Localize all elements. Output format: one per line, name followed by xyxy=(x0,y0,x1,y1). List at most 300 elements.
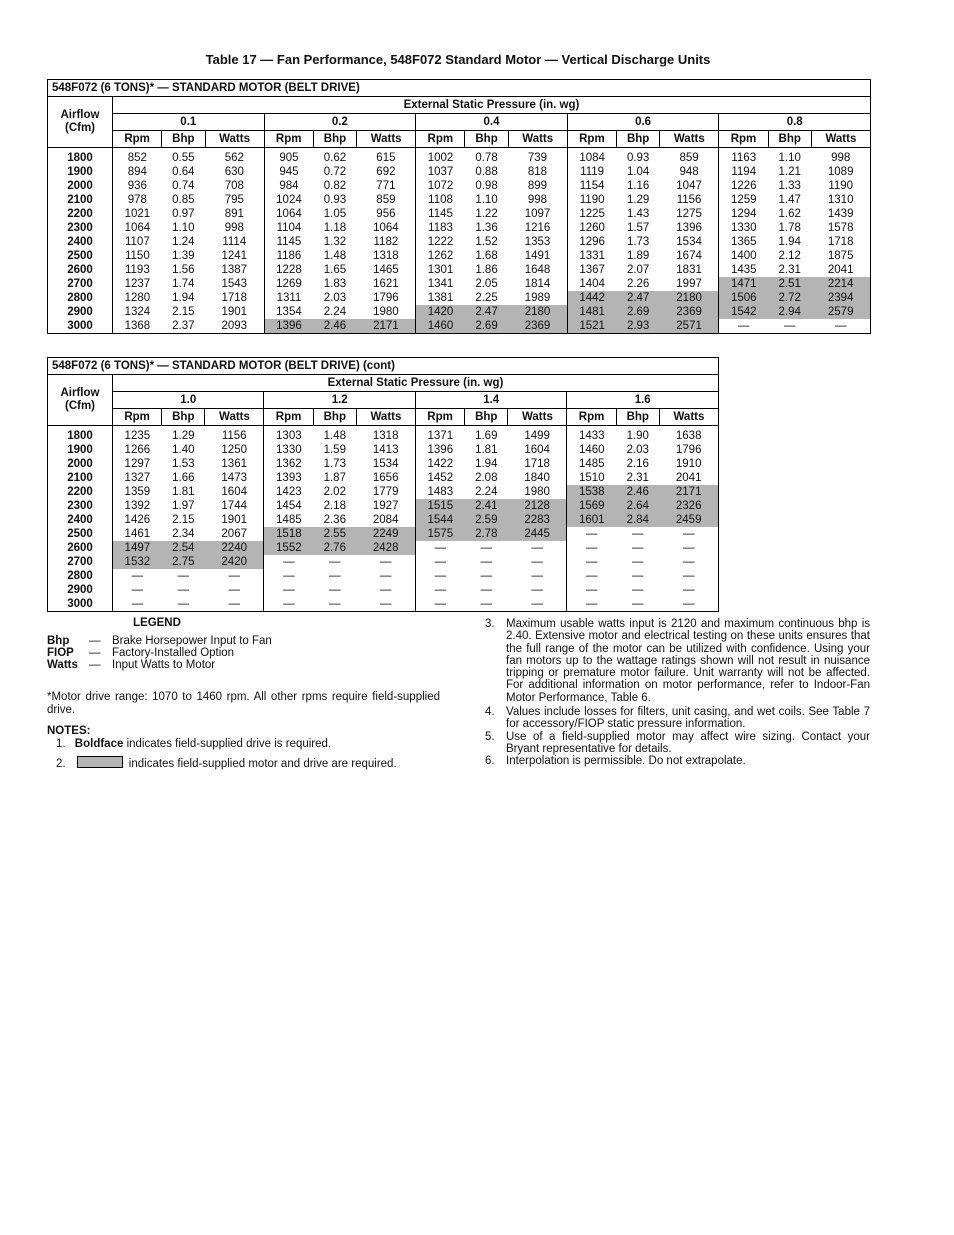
data-cell: 2.69 xyxy=(465,319,508,334)
data-cell: 2.36 xyxy=(323,513,346,526)
data-cell: 1473 xyxy=(221,471,247,484)
data-cell: 1311 xyxy=(264,291,313,305)
data-cell: 1064 xyxy=(373,221,399,234)
data-cell: — xyxy=(113,597,162,612)
airflow-header xyxy=(48,97,113,148)
data-cell: 1521 xyxy=(567,319,616,334)
pressure-header: 1.0 xyxy=(113,392,264,409)
data-cell: — xyxy=(264,569,313,583)
data-cell: 1.87 xyxy=(323,471,346,484)
table-row xyxy=(48,555,719,569)
note-number: 5. xyxy=(485,731,495,743)
legend-key: FIOP xyxy=(47,647,74,659)
legend-text: Factory-Installed Option xyxy=(112,647,235,659)
pressure-header: 1.6 xyxy=(567,392,719,409)
data-cell: — xyxy=(531,569,543,582)
data-cell: 1552 xyxy=(264,541,313,555)
airflow-cell: 2000 xyxy=(48,179,113,193)
data-cell: 2.02 xyxy=(323,485,346,498)
data-cell: 1544 xyxy=(415,513,464,527)
data-cell: 1779 xyxy=(372,485,399,498)
data-cell: 2.93 xyxy=(617,319,660,334)
data-cell: 2.03 xyxy=(626,443,649,456)
data-cell: 852 xyxy=(113,148,162,166)
data-cell: 2067 xyxy=(221,527,247,540)
data-cell: 2.05 xyxy=(475,277,498,290)
data-cell: 1392 xyxy=(113,499,162,513)
data-cell: — xyxy=(531,597,543,610)
data-cell: — xyxy=(531,541,543,554)
note-number: 4. xyxy=(485,706,495,718)
data-cell: 2.51 xyxy=(768,277,811,291)
column-header: Watts xyxy=(205,409,264,426)
airflow-cell: 2400 xyxy=(48,235,113,249)
airflow-cell: 3000 xyxy=(48,319,113,334)
table-row xyxy=(48,583,719,597)
caption-row xyxy=(48,80,871,97)
data-cell: 1491 xyxy=(524,249,551,262)
airflow-unit: (Cfm) xyxy=(64,400,96,412)
data-cell: 1104 xyxy=(264,221,313,235)
data-cell: — xyxy=(177,597,190,610)
data-cell: 2283 xyxy=(508,513,567,527)
data-cell: 2.31 xyxy=(778,263,801,276)
data-cell: 1280 xyxy=(113,291,162,305)
pressure-row xyxy=(48,114,871,131)
data-cell: 978 xyxy=(113,193,162,207)
data-cell: 1.48 xyxy=(323,249,347,262)
data-cell: 2.72 xyxy=(768,291,811,305)
data-cell: 998 xyxy=(527,193,548,206)
data-cell: 1097 xyxy=(524,207,551,220)
data-cell: 1.68 xyxy=(475,249,498,262)
data-cell: 1796 xyxy=(373,291,399,304)
airflow-cell: 2000 xyxy=(48,457,113,471)
column-header: Watts xyxy=(205,131,264,148)
data-cell: — xyxy=(264,583,313,597)
data-cell: 1442 xyxy=(567,291,616,305)
table-row xyxy=(48,277,871,291)
data-cell: 1578 xyxy=(827,221,854,234)
data-cell: 1190 xyxy=(828,179,854,192)
data-cell: 1262 xyxy=(416,249,465,263)
data-cell: 1542 xyxy=(719,305,768,319)
data-cell: 1064 xyxy=(264,207,313,221)
data-cell: 795 xyxy=(224,193,244,206)
data-cell: 630 xyxy=(224,165,244,178)
data-cell: 1216 xyxy=(524,221,551,234)
data-cell: 1465 xyxy=(373,263,399,276)
data-cell: 1354 xyxy=(264,305,313,319)
data-cell: 1454 xyxy=(264,499,313,513)
data-cell: 1.94 xyxy=(475,457,498,470)
data-cell: 1796 xyxy=(675,443,702,456)
column-header: Watts xyxy=(811,131,870,148)
data-cell: 1569 xyxy=(567,499,616,513)
data-cell: 1362 xyxy=(264,457,313,471)
data-cell: 1.78 xyxy=(778,221,801,234)
data-cell: 2041 xyxy=(827,263,854,276)
data-cell: 2.03 xyxy=(323,291,347,304)
data-cell: 1413 xyxy=(372,443,399,456)
pressure-header: 1.2 xyxy=(264,392,415,409)
data-cell: — xyxy=(682,541,695,554)
data-cell: 2.12 xyxy=(778,249,801,262)
data-cell: — xyxy=(113,583,162,597)
data-cell: 1047 xyxy=(676,179,702,192)
data-cell: 1024 xyxy=(264,193,313,207)
data-cell: 1393 xyxy=(264,471,313,485)
data-cell: 2.46 xyxy=(313,319,356,334)
data-cell: 1648 xyxy=(524,263,551,276)
data-cell: 2.41 xyxy=(465,499,508,513)
data-cell: — xyxy=(632,569,644,582)
airflow-cell: 2600 xyxy=(48,541,113,555)
airflow-cell: 2200 xyxy=(48,207,113,221)
column-header: Watts xyxy=(660,131,719,148)
data-cell: 1.73 xyxy=(323,457,346,470)
data-cell: 2.75 xyxy=(162,555,205,569)
column-header: Rpm xyxy=(567,409,616,426)
data-cell: 2.59 xyxy=(465,513,508,527)
column-header: Rpm xyxy=(567,131,616,148)
airflow-cell: 2300 xyxy=(48,221,113,235)
data-cell: 1.83 xyxy=(323,277,347,290)
airflow-cell: 2400 xyxy=(48,513,113,527)
data-cell: 2369 xyxy=(660,305,719,319)
pressure-header: 0.4 xyxy=(416,114,568,131)
data-cell: 1.10 xyxy=(172,221,195,234)
pressure-header: 0.8 xyxy=(719,114,871,131)
data-cell: 1.33 xyxy=(778,179,801,192)
data-cell: 1226 xyxy=(719,179,768,193)
data-cell: — xyxy=(379,569,392,582)
airflow-cell: 2500 xyxy=(48,527,113,541)
data-cell: — xyxy=(783,319,796,332)
column-header: Watts xyxy=(659,409,718,426)
data-cell: 1423 xyxy=(264,485,313,499)
data-cell: 899 xyxy=(527,179,548,192)
data-cell: 1718 xyxy=(524,457,550,470)
data-cell: 1901 xyxy=(221,305,248,318)
airflow-cell: 2700 xyxy=(48,555,113,569)
data-cell: 0.82 xyxy=(323,179,347,192)
table-row xyxy=(48,527,719,541)
data-cell: 1604 xyxy=(524,443,550,456)
data-cell: 739 xyxy=(527,151,548,164)
data-cell: — xyxy=(632,597,644,610)
data-cell: 2180 xyxy=(508,305,567,319)
column-header: Rpm xyxy=(719,131,768,148)
data-cell: 1621 xyxy=(373,277,399,290)
data-cell: 2180 xyxy=(660,291,719,305)
data-cell: 984 xyxy=(264,179,313,193)
data-cell: 1228 xyxy=(264,263,313,277)
data-cell: — xyxy=(567,583,616,597)
data-cell: 1396 xyxy=(676,221,702,234)
data-cell: 1259 xyxy=(719,193,768,207)
data-cell: — xyxy=(329,555,341,568)
airflow-header xyxy=(48,375,113,426)
data-cell: 1396 xyxy=(415,443,464,457)
data-cell: 1.74 xyxy=(172,277,195,290)
data-cell: 1182 xyxy=(373,235,399,248)
data-cell: 1.81 xyxy=(172,485,195,498)
data-cell: 1518 xyxy=(264,527,313,541)
table-row xyxy=(48,291,871,305)
data-cell: 1381 xyxy=(416,291,465,305)
data-cell: 1266 xyxy=(113,443,162,457)
table-row xyxy=(48,305,871,319)
data-cell: 2041 xyxy=(675,471,702,484)
data-cell: 1387 xyxy=(221,263,248,276)
data-cell: — xyxy=(567,555,616,569)
data-cell: 1.47 xyxy=(778,193,801,206)
data-cell: 1341 xyxy=(416,277,465,291)
data-cell: — xyxy=(480,583,493,596)
data-cell: 1.05 xyxy=(323,207,347,220)
data-cell: 945 xyxy=(264,165,313,179)
data-cell: 1499 xyxy=(524,429,550,442)
data-cell: 1241 xyxy=(221,249,248,262)
data-cell: 1840 xyxy=(524,471,550,484)
data-cell: 1107 xyxy=(113,235,162,249)
data-cell: 1361 xyxy=(221,457,247,470)
data-cell: 1301 xyxy=(416,263,465,277)
data-cell: 2579 xyxy=(811,305,870,319)
data-cell: 1330 xyxy=(719,221,768,235)
data-cell: 2.16 xyxy=(626,457,649,470)
data-cell: 1.22 xyxy=(475,207,498,220)
data-cell: 1.57 xyxy=(626,221,650,234)
data-cell: 2.25 xyxy=(475,291,498,304)
data-cell: 1275 xyxy=(676,207,702,220)
table-caption: 548F072 (6 TONS)* — STANDARD MOTOR (BELT DRIVE) xyxy=(48,80,871,97)
legend-text: Brake Horsepower Input to Fan xyxy=(112,635,272,647)
data-cell: 1831 xyxy=(676,263,702,276)
data-cell: — xyxy=(177,583,190,596)
data-cell: — xyxy=(415,555,464,569)
column-header: Bhp xyxy=(616,409,659,426)
note-text: Interpolation is permissible. Do not extrapolate. xyxy=(506,755,746,767)
table-row xyxy=(48,319,871,334)
data-cell: 2084 xyxy=(372,513,399,526)
legend-dash: — xyxy=(89,659,101,671)
column-header: Bhp xyxy=(162,131,205,148)
data-cell: 1483 xyxy=(415,485,464,499)
data-cell: — xyxy=(480,541,493,554)
data-cell: 1534 xyxy=(372,457,399,470)
data-cell: 1359 xyxy=(113,485,162,499)
data-cell: 1.48 xyxy=(323,429,346,442)
data-cell: 1.29 xyxy=(626,193,650,206)
data-cell: 1119 xyxy=(567,165,616,179)
data-cell: 1.21 xyxy=(778,165,801,178)
column-header: Bhp xyxy=(768,131,811,148)
data-cell: 2369 xyxy=(508,319,567,334)
data-cell: 1330 xyxy=(264,443,313,457)
data-cell: 0.72 xyxy=(323,165,347,178)
data-cell: 1.66 xyxy=(172,471,195,484)
data-cell: 1222 xyxy=(416,235,465,249)
note-text: indicates field-supplied motor and drive are required. xyxy=(128,758,397,770)
data-cell: 1718 xyxy=(221,291,248,304)
note-text: indicates field-supplied drive is required. xyxy=(123,738,332,750)
data-cell: 1064 xyxy=(113,221,162,235)
column-header: Rpm xyxy=(113,131,162,148)
data-cell: 1089 xyxy=(827,165,854,178)
airflow-cell: 2600 xyxy=(48,263,113,277)
data-cell: 0.62 xyxy=(323,151,347,164)
data-cell: 1.81 xyxy=(475,443,498,456)
note-text: Maximum usable watts input is 2120 and maximum continuous bhp is 2.40. Extensive motor and electrical testing on these units ensures that the full range of the motor can be utilized with confidence. Using your fan motors up to the wattage ratings shown will not result in nuisance tripping or premature motor failure. Unit warranty will not be affected. For additional information on motor performance, refer to Indoor-Fan Motor Performance, Table 6. xyxy=(506,618,870,704)
data-cell: 692 xyxy=(376,165,396,178)
data-cell: 891 xyxy=(224,207,244,220)
data-cell: — xyxy=(531,555,543,568)
column-header: Watts xyxy=(508,131,567,148)
data-cell: — xyxy=(632,527,644,540)
data-cell: 1.69 xyxy=(475,429,498,442)
data-cell: — xyxy=(632,555,644,568)
table-row xyxy=(48,207,871,221)
data-cell: 2.08 xyxy=(475,471,498,484)
table-row xyxy=(48,148,871,166)
data-cell: 1368 xyxy=(113,319,162,334)
table-row xyxy=(48,569,719,583)
data-cell: 1145 xyxy=(264,235,313,249)
data-cell: 1072 xyxy=(416,179,465,193)
table-row xyxy=(48,263,871,277)
data-cell: 1154 xyxy=(567,179,616,193)
data-cell: 2571 xyxy=(660,319,719,334)
data-cell: 1.43 xyxy=(626,207,650,220)
airflow-cell: 1800 xyxy=(48,426,113,444)
data-cell: 1.89 xyxy=(626,249,650,262)
data-cell: 1.32 xyxy=(323,235,347,248)
data-cell: — xyxy=(379,555,392,568)
data-cell: 1.59 xyxy=(323,443,346,456)
column-header: Rpm xyxy=(264,131,313,148)
data-cell: 1365 xyxy=(719,235,768,249)
data-cell: 1.18 xyxy=(323,221,347,234)
column-header: Rpm xyxy=(416,131,465,148)
data-cell: 2.55 xyxy=(313,527,356,541)
data-cell: — xyxy=(379,597,392,610)
data-cell: 1989 xyxy=(524,291,551,304)
data-cell: — xyxy=(415,583,464,597)
data-cell: — xyxy=(567,597,616,612)
data-cell: — xyxy=(682,597,695,610)
data-cell: 1396 xyxy=(264,319,313,334)
table-row xyxy=(48,597,719,612)
data-cell: — xyxy=(682,527,695,540)
table-row xyxy=(48,471,719,485)
data-cell: 1194 xyxy=(719,165,768,179)
table-row xyxy=(48,541,719,555)
data-cell: — xyxy=(567,569,616,583)
data-cell: 1186 xyxy=(264,249,313,263)
data-cell: 1534 xyxy=(676,235,702,248)
data-cell: — xyxy=(567,527,616,541)
data-cell: 1145 xyxy=(416,207,465,221)
data-cell: 1324 xyxy=(113,305,162,319)
data-cell: — xyxy=(719,319,768,334)
esp-header-row xyxy=(48,375,719,392)
data-cell: — xyxy=(415,597,464,612)
data-cell: 1485 xyxy=(567,457,616,471)
data-cell: — xyxy=(834,319,847,332)
data-cell: 1422 xyxy=(415,457,464,471)
data-cell: 1150 xyxy=(113,249,162,263)
data-cell: 2.31 xyxy=(626,471,649,484)
data-cell: 1193 xyxy=(113,263,162,277)
data-cell: 1327 xyxy=(113,471,162,485)
table-row xyxy=(48,513,719,527)
data-cell: — xyxy=(228,583,240,596)
data-cell: — xyxy=(379,583,392,596)
data-cell: 1601 xyxy=(567,513,616,527)
data-cell: 1303 xyxy=(264,426,313,444)
data-cell: 1183 xyxy=(416,221,465,235)
data-cell: 2.78 xyxy=(465,527,508,541)
table-row xyxy=(48,485,719,499)
data-cell: 1190 xyxy=(567,193,616,207)
data-cell: — xyxy=(480,569,493,582)
data-cell: 956 xyxy=(376,207,396,220)
airflow-cell: 1900 xyxy=(48,443,113,457)
data-cell: 1297 xyxy=(113,457,162,471)
data-cell: 1538 xyxy=(567,485,616,499)
column-header: Rpm xyxy=(415,409,464,426)
data-cell: — xyxy=(415,541,464,555)
data-cell: 1037 xyxy=(416,165,465,179)
notes-title: NOTES: xyxy=(47,725,91,737)
data-cell: 2420 xyxy=(205,555,264,569)
data-cell: 1294 xyxy=(719,207,768,221)
data-cell: 1.62 xyxy=(778,207,801,220)
airflow-cell: 2700 xyxy=(48,277,113,291)
data-cell: 0.93 xyxy=(626,151,650,164)
data-cell: 1.10 xyxy=(475,193,498,206)
table-row xyxy=(48,249,871,263)
data-cell: 0.64 xyxy=(172,165,195,178)
table-row xyxy=(48,221,871,235)
data-cell: 2.64 xyxy=(616,499,659,513)
data-cell: 2394 xyxy=(811,291,870,305)
table-caption: 548F072 (6 TONS)* — STANDARD MOTOR (BELT DRIVE) (cont) xyxy=(48,358,719,375)
airflow-label: Airflow xyxy=(60,109,100,121)
data-cell: 2459 xyxy=(659,513,718,527)
data-cell: 1452 xyxy=(415,471,464,485)
data-cell: 1485 xyxy=(264,513,313,527)
shade-swatch xyxy=(77,756,123,768)
column-header: Bhp xyxy=(465,409,508,426)
data-cell: 0.78 xyxy=(475,151,498,164)
data-cell: — xyxy=(632,583,644,596)
pressure-header: 0.2 xyxy=(264,114,416,131)
note-3 xyxy=(485,618,870,704)
data-cell: 771 xyxy=(376,179,396,192)
data-cell: 1.90 xyxy=(626,429,649,442)
fan-performance-table-1 xyxy=(47,79,871,334)
airflow-cell: 2500 xyxy=(48,249,113,263)
legend-dash: — xyxy=(89,635,101,647)
data-cell: 1510 xyxy=(567,471,616,485)
data-cell: 1471 xyxy=(719,277,768,291)
data-cell: — xyxy=(228,569,240,582)
data-cell: 1367 xyxy=(567,263,616,277)
column-header-row xyxy=(48,409,719,426)
